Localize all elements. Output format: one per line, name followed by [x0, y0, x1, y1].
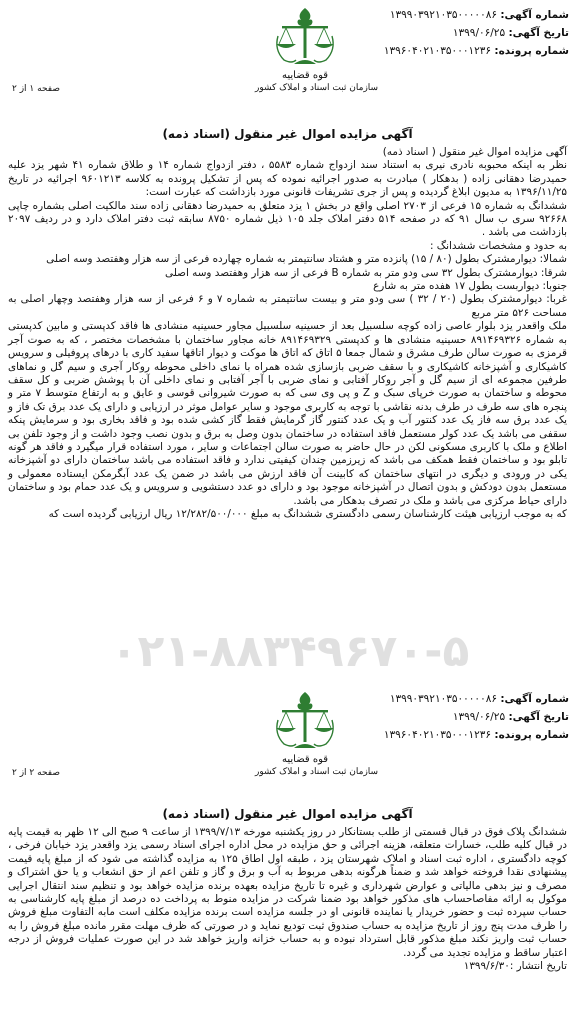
paragraph: ششدانگ پلاک فوق در قبال قسمتی از طلب بستانکار در روز یکشنبه مورخه ۱۳۹۹/۷/۱۳ از ساعت ۹ صبح الی ۱۲ ظهر به قیمت پایه در قبال کلیه طلب، خسارات متعلقه، هزینه اجرائی و حق مزایده در محل اداره اجرای اسناد رسمی یزد واقعدر یزد خیابان فرخی ، کوچه دادگستری ، اداره ثبت اسناد و املاک شهرستان یزد ، طبقه اول اطاق ۱۲۵ به مزایده گذاشته می شود که از مبلغ پایه قیمت پیشنهادی نقدا فروخته خواهد شد و ضمناً هرگونه بدهی مربوط به آب و برق و گاز و تلفن اعم از حق انشعاب و یا حق اشتراک و مصرف و نیز بدهی مالیاتی و عوارض شهرداری و غیره تا تاریخ مزایده بعهده برنده مزایده خواهد بود و تنظیم سند انتقال اجرایی موکول به ارائه مفاصاحساب های مذکور خواهد بود ضمنا شرکت در مزایده منوط به پرداخت ده درصد از مبلغ پایه کارشناسی به حساب سپرده ثبت و حضور خریدار یا نماینده قانونی او در جلسه مزایده است برنده مزایده مکلف است مابه التفاوت مبلغ فروش را ظرف مدت پنج روز از تاریخ مزایده به حساب صندوق ثبت تودیع نماید و در صورتی که ظرف مهلت مقرر مانده مبلغ فروش را به حساب ثبت واریز نکند مبلغ مذکور قابل استرداد نبوده و به حساب خزانه واریز خواهد شد در این صورت عملیات فروش از درجه اعتبار ساقط و مزایده تجدید می گردد.	[8, 826, 567, 959]
ad-date-value: ۱۳۹۹/۰۶/۲۵	[452, 27, 506, 39]
ad-number-label: شماره آگهی:	[500, 9, 569, 21]
notice-2-body	[8, 826, 567, 973]
paragraph: نظر به اینکه محبوبه نادری نیری به استناد سند ازدواج شماره ۵۵۸۳ ، دفتر ازدواج شماره ۱۴ و طلاق شماره ۴۱ شهر یزد علیه حمیدرضا دهقانی زاده ( بدهکار ) مبادرت به صدور اجرائیه نموده که پس از تشکیل پرونده به کلاسه ۹۶۰۱۲۱۳ اجرائیه در تاریخ ۱۳۹۶/۱۱/۲۵ به مدیون ابلاغ گردیده و پس از جری تشریفات قانونی مورد بازداشت که عبارت است:	[8, 159, 567, 199]
judiciary-emblem	[255, 686, 379, 778]
ad-number-label: شماره آگهی:	[500, 693, 569, 705]
ad-date-value: ۱۳۹۹/۰۶/۲۵	[452, 711, 506, 723]
paragraph: ششدانگ به شماره ۱۵ فرعی از ۲۷۰۳ اصلی واقع در بخش ۱ یزد متعلق به حمیدرضا دهقانی زاده سند مالکیت اصلی بشماره چاپی ۹۲۶۶۸ سری ب سال ۹۱ که در صفحه ۵۱۴ دفتر املاک جلد ۱۰۵ ذیل شماره ۸۷۵۰ سابقه ثبت دفتر املاک دارد و در ردیف ۲۰۹۷ بازداشت می باشد .	[8, 199, 568, 239]
file-number-value: ۱۳۹۶۰۴۰۲۱۰۳۵۰۰۰۱۲۳۶	[383, 729, 492, 741]
scales-of-justice-icon	[270, 2, 340, 70]
ad-number-value: ۱۳۹۹۰۳۹۲۱۰۳۵۰۰۰۰۰۸۶	[389, 693, 497, 705]
notice-1-title: آگهی مزایده اموال غیر منقول (اسناد ذمه)	[162, 127, 413, 141]
publish-date: تاریخ انتشار :۱۳۹۹/۶/۳۰	[463, 960, 567, 973]
scales-of-justice-icon	[270, 686, 340, 754]
paragraph: ملک واقعدر یزد بلوار عاصی زاده کوچه سلسبیل بعد از حسینیه سلسبیل مجاور حسینیه منشادی ها فاقد کدپستی و مابین کدپستی به شماره ۸۹۱۴۶۹۳۲۶ حسینیه منشادی ها و کدپستی ۸۹۱۴۶۹۳۲۹ خانه مجاور ساختمان با مشخصات مختصر ، که به صوت آجر قرمزی به صورت سالن طرف مشرق و شمال جمعا ۵ اتاق که اتاق ها موکت و دیوار اتاقها سفید کاری با درهای پروفیلی و سرویس کاشیکاری و آشپزخانه کاشیکاری و با سقف ضربی بازسازی شده همراه با نمای داخلی محوطه روکار آجری و سیم گل و نماهای طرفین مجموعه ای از سیم گل و آجر روکار آفتابی و نمای ضربی با آجر آفتابی و نمای داخلی آن با پوشش ضربی و کل سقف محوطه و ساختمان به صورت خرپای سبک و Z و پی وی سی که به صورت شیروانی قوسی و عایق و به ارتفاع متوسط ۷ متر و پنجره های سه طرف در طرف بدنه نقاشی با توجه به کاربری موجود و سایر عوامل موثر در ارزیابی و دارای یک عدد برق تک فاز و یک عدد برق سه فاز یک عدد کنتور آب و یک عدد کنتور گاز گرمایش فقط گاز کشی شده بود و فاقد بخاری بود و سرمایش پنکه سقفی می باشد یک عدد کولر مستعمل فاقد استفاده در ساختمان بدون وصل به برق و بدون نصب وجود داشت و از وجود تلفن بی اطلاع و ملک با کاربری مسکونی لکن در حال حاضر به صورت سالن اجتماعات و سایر ، مورد استفاده قرار میگیرد و فاقد هر گونه تابلو بود و ساختمان فقط همکف می باشد که زیرزمین چندان کیفیتی ندارد و فاقد استفاده می باشد ساختمان دارای دو آشپزخانه یکی در ورودی و دیگری در انتهای ساختمان که کابینت آن فاقد ارزش می باشد در ضمن یک عدد آبگرمکن ایستاده معمولی و مستعمل بدون دودکش و بدون اتصال در آشپزخانه موجود بود و دارای دو عدد دستشویی و سرویس و یک عدد حمام بود و ساختمان دارای حیاط مرکزی می باشد و ملک در تصرف بدهکار می باشد.	[8, 320, 568, 507]
ad-date-label: تاریخ آگهی:	[508, 711, 569, 723]
notice-2-title: آگهی مزایده اموال غیر منقول (اسناد ذمه)	[162, 807, 413, 821]
file-number-value: ۱۳۹۶۰۴۰۲۱۰۳۵۰۰۰۱۲۳۶	[383, 45, 492, 57]
registration-org-label: سازمان ثبت اسناد و املاک کشور	[255, 83, 379, 93]
paragraph: که به موجب ارزیابی هیئت کارشناسان رسمی دادگستری ششدانگ به مبلغ ۱۲/۲۸۲/۵۰۰/۰۰۰ ریال ارزیابی گردیده است که	[48, 507, 567, 520]
judiciary-emblem	[255, 2, 379, 94]
page-number: صفحه ۱ از ۲	[12, 84, 60, 94]
registration-org-label: سازمان ثبت اسناد و املاک کشور	[255, 767, 379, 777]
paragraph: آگهی مزایده اموال غیر منقول ( اسناد ذمه)	[382, 146, 567, 158]
file-number-label: شماره پرونده:	[494, 45, 569, 57]
ad-number-value: ۱۳۹۹۰۳۹۲۱۰۳۵۰۰۰۰۰۸۶	[389, 9, 497, 21]
paragraph: به حدود و مشخصات ششدانگ :	[429, 239, 567, 252]
notice-1-body	[8, 146, 567, 521]
page-number: صفحه ۲ از ۲	[12, 768, 60, 778]
file-number-label: شماره پرونده:	[494, 729, 569, 741]
paragraph: شرقا: دیوارمشترک بطول ۳۲ سی ودو متر به شماره B فرعی از سه هزار وهفتصد وسه اصلی	[165, 266, 567, 279]
notice-2-header	[0, 684, 575, 802]
notice-1-header	[0, 0, 575, 118]
paragraph: غربا: دیوارمشترک بطول (۲۰ / ۳۲ ) سی ودو متر و بیست سانتیمتر به شماره ۷ و ۶ فرعی از سه هزار وهفتصد وچهار اصلی به مساحت ۵۲۶ متر مربع	[8, 293, 568, 319]
ad-date-label: تاریخ آگهی:	[508, 27, 569, 39]
phone-watermark: ۰۲۱-۸۸۳۴۹۶۷۰-۵	[110, 626, 470, 677]
paragraph: شمالا: دیوارمشترک بطول (۸۰ / ۱۵) پانزده متر و هشتاد سانتیمتر به شماره چهارده فرعی از سه هزار وهفتصد وسه اصلی	[46, 253, 567, 266]
judiciary-label: قوه قضاییه	[281, 754, 329, 765]
paragraph: جنوبا: دیواربست بطول ۱۷ هفده متر به شارع	[373, 280, 567, 293]
judiciary-label: قوه قضاییه	[281, 70, 329, 81]
